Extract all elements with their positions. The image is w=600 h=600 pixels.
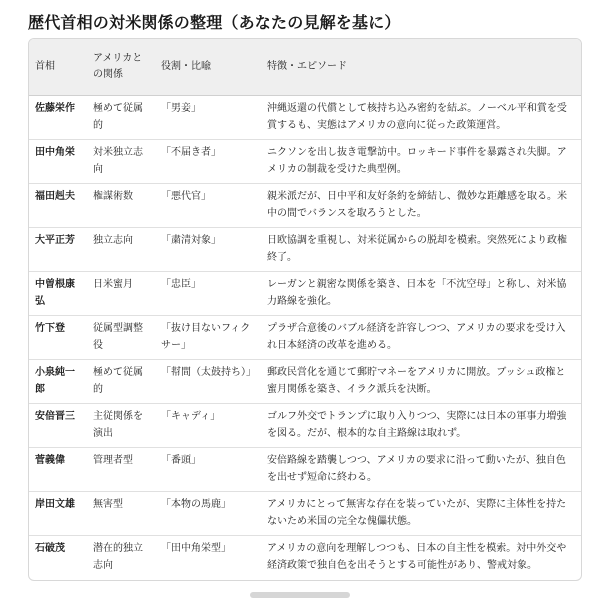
table-row (29, 360, 581, 404)
episode-cell: 郵政民営化を通じて郵貯マネーをアメリカに開放。ブッシュ政権と蜜月関係を築き、イラク派兵を決断。 (261, 360, 581, 404)
episode-cell: アメリカの意向を理解しつつも、日本の自主性を模索。対中外交や経済政策で独自色を出そうとする可能性があり、警戒対象。 (267, 543, 567, 571)
pm-relations-table (29, 39, 581, 580)
table-row (29, 492, 581, 536)
pm-name-cell: 岸田文雄 (29, 492, 87, 536)
table-row (29, 272, 581, 316)
us-relation-cell: 対米独立志向 (87, 140, 155, 184)
us-relation-cell: 潜在的独立志向 (93, 543, 143, 571)
pm-table-container (28, 38, 582, 581)
table-row (29, 228, 581, 272)
table-row (29, 404, 581, 448)
us-relation-cell: 管理者型 (87, 448, 155, 492)
page-title: 歴代首相の対米関係の整理（あなたの見解を基に） (28, 13, 401, 32)
table-row (29, 184, 581, 228)
role-metaphor-cell: 「幇間（太鼓持ち）」 (155, 360, 261, 404)
pm-name-cell: 福田赳夫 (29, 184, 87, 228)
episode-cell: プラザ合意後のバブル経済を許容しつつ、アメリカの要求を受け入れ日本経済の改革を進める。 (261, 316, 581, 360)
us-relation-cell: 独立志向 (87, 228, 155, 272)
role-metaphor-cell: 「忠臣」 (155, 272, 261, 316)
pm-name-cell: 中曽根康弘 (29, 272, 87, 316)
header-role-metaphor: 役割・比喩 (155, 39, 261, 96)
us-relation-cell: 日米蜜月 (87, 272, 155, 316)
table-header-row (29, 39, 581, 96)
episode-cell: 日欧協調を重視し、対米従属からの脱却を模索。突然死により政権終了。 (261, 228, 581, 272)
table-body (29, 96, 581, 580)
us-relation-cell: 極めて従属的 (87, 96, 155, 140)
pm-name-cell: 菅義偉 (29, 448, 87, 492)
episode-cell: ニクソンを出し抜き電撃訪中。ロッキード事件を暴露され失脚。アメリカの制裁を受けた典型例。 (261, 140, 581, 184)
header-us-relation: アメリカとの関係 (87, 39, 155, 96)
episode-cell: 親米派だが、日中平和友好条約を締結し、微妙な距離感を取る。米中の間でバランスを取ろうとした。 (261, 184, 581, 228)
episode-cell: レーガンと親密な関係を築き、日本を「不沈空母」と称し、対米協力路線を強化。 (261, 272, 581, 316)
pm-name-cell: 小泉純一郎 (29, 360, 87, 404)
table-row (29, 536, 581, 580)
us-relation-cell: 無害型 (87, 492, 155, 536)
role-metaphor-cell: 「キャディ」 (155, 404, 261, 448)
us-relation-cell: 主従関係を演出 (87, 404, 155, 448)
role-metaphor-cell: 「抜け目ないフィクサー」 (155, 316, 261, 360)
episode-cell: アメリカにとって無害な存在を装っていたが、実際に主体性を持たないため米国の完全な傀儡状態。 (261, 492, 581, 536)
role-metaphor-cell: 「粛清対象」 (155, 228, 261, 272)
role-metaphor-cell: 「田中角栄型」 (161, 543, 231, 554)
header-features-episodes: 特徴・エピソード (261, 39, 581, 96)
pm-name-cell: 佐藤栄作 (29, 96, 87, 140)
table-row (29, 96, 581, 140)
role-metaphor-cell: 「番頭」 (155, 448, 261, 492)
table-row (29, 316, 581, 360)
table-row (29, 140, 581, 184)
table-row (29, 448, 581, 492)
episode-cell: 安倍路線を踏襲しつつ、アメリカの要求に沿って動いたが、独自色を出せず短命に終わる。 (261, 448, 581, 492)
role-metaphor-cell: 「本物の馬鹿」 (155, 492, 261, 536)
us-relation-cell: 従属型調整役 (87, 316, 155, 360)
pm-name-cell: 竹下登 (29, 316, 87, 360)
role-metaphor-cell: 「男妾」 (155, 96, 261, 140)
pm-name-cell: 石破茂 (35, 543, 65, 554)
role-metaphor-cell: 「不届き者」 (155, 140, 261, 184)
episode-cell: 沖縄返還の代償として核持ち込み密約を結ぶ。ノーベル平和賞を受賞するも、実態はアメリカの意向に従った政策運営。 (261, 96, 581, 140)
us-relation-cell: 極めて従属的 (87, 360, 155, 404)
us-relation-cell: 権謀術数 (87, 184, 155, 228)
pm-name-cell: 大平正芳 (29, 228, 87, 272)
episode-cell: ゴルフ外交でトランプに取り入りつつ、実際には日本の軍事力増強を図る。だが、根本的な自主路線は取れず。 (261, 404, 581, 448)
horizontal-scrollbar[interactable] (250, 592, 350, 598)
pm-name-cell: 田中角栄 (29, 140, 87, 184)
role-metaphor-cell: 「悪代官」 (155, 184, 261, 228)
header-prime-minister: 首相 (29, 39, 87, 96)
pm-name-cell: 安倍晋三 (29, 404, 87, 448)
